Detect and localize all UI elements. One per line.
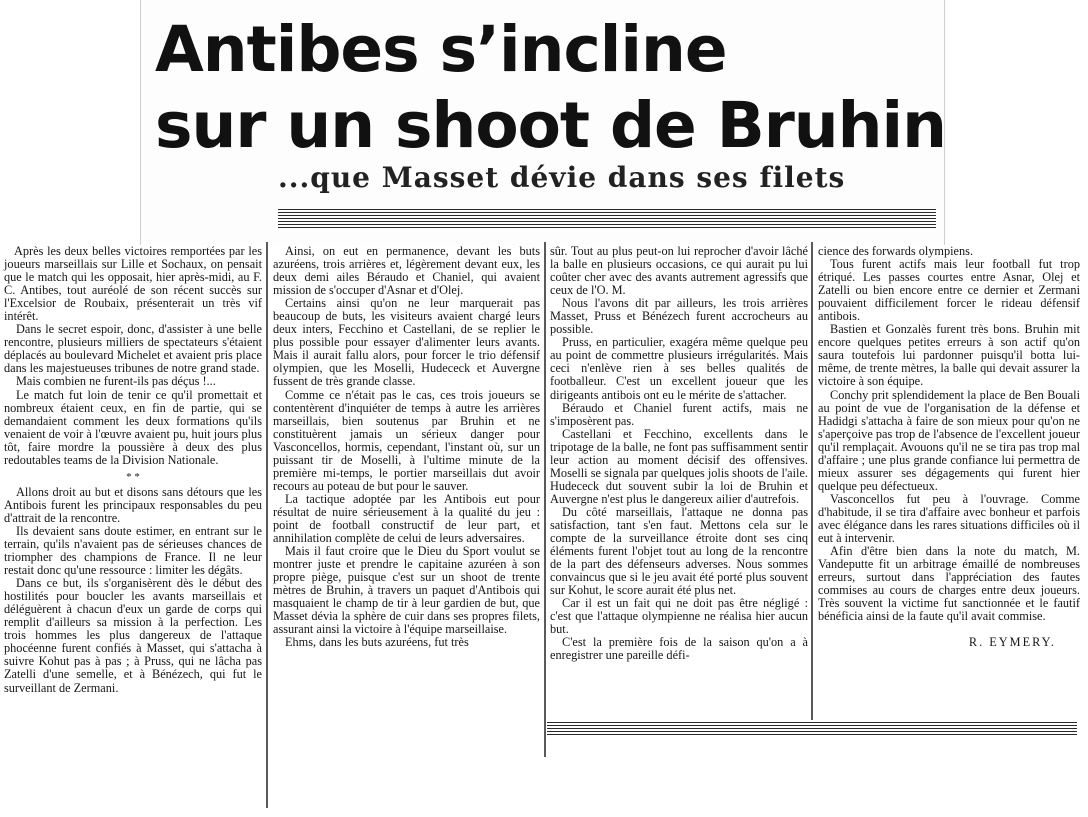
- author-signature: R. EYMERY.: [968, 635, 1056, 650]
- paragraph: sûr. Tout au plus peut-on lui reprocher d'avoir lâché la balle en plusieurs occasions, ce qui aurait pu lui coûter cher avec des avants autrement agressifs que ceux de l'O. M.: [550, 244, 808, 298]
- headline-hatched-rule: [278, 209, 936, 229]
- paragraph: Allons droit au but et disons sans détours que les Antibois furent les principaux responsables du peu d'attrait de la rencontre.: [4, 484, 262, 525]
- paragraph: Ehms, dans les buts azuréens, fut très: [285, 635, 469, 650]
- paragraph: Mais combien ne furent-ils pas déçus !...: [16, 374, 216, 389]
- paragraph: Le match fut loin de tenir ce qu'il promettait et nombreux étaient ceux, en fin de partie, qui se demandaient comment les deux formations qu'ils venaient de voir à l'œuvre avaient pu, huit jours plus tôt, faire mordre la poussière à deux des plus redoutables teams de la Division Nationale.: [4, 387, 262, 467]
- paragraph: Dans le secret espoir, donc, d'assister à une belle rencontre, plusieurs milliers de spectateurs s'étaient déplacés au boulevard Michelet et avaient pris place dans les majestueuses tribunes de notre grand stade.: [4, 322, 262, 376]
- article-column-1: [4, 245, 262, 695]
- paragraph: Castellani et Fecchino, excellents dans le tripotage de la balle, ne font pas suffisamment sentir leur action au moment décisif des offensives. Moselli se signala par quelques jolis shoots de l'aile. Hudececk dut souvent subir la loi de Bruhin et Auvergne n'est plus le dangereux ailier d'autrefois.: [550, 426, 808, 506]
- headline-line-1: Antibes s’incline: [155, 13, 727, 86]
- paragraph: Conchy prit splendidement la place de Ben Bouali au point de vue de l'organisation de la défense et Hadidgi s'attacha à faire de son mieux pour qu'on ne s'aperçoive pas trop de l'absence de l'excellent joueur qu'il remplaçait. Avouons qu'il ne se tira pas trop mal d'affaire ; une plus grande confiance lui permettra de mieux assurer ses dégagements qui furent hier quelque peu défectueux.: [818, 387, 1080, 493]
- paragraph: Du côté marseillais, l'attaque ne donna pas satisfaction, tant s'en faut. Mettons cela sur le compte de la surveillance étroite dont ses cinq éléments furent l'objet tout au long de la rencontre de la part des défenseurs adverses. Nous sommes convaincus que si le jeu avait été porté plus souvent sur Kohut, le score aurait été plus net.: [550, 504, 808, 598]
- paragraph: Ils devaient sans doute estimer, en entrant sur le terrain, qu'ils n'avaient pas de sérieuses chances de triompher des champions de France. Il ne leur restait donc qu'une ressource : limiter les dégâts.: [4, 523, 262, 578]
- paragraph: La tactique adoptée par les Antibois eut pour résultat de nuire sérieusement à la qualité du jeu : point de football constructif de leur part, et annihilation complète de celui de leurs adversaires.: [273, 491, 540, 546]
- paragraph: Béraudo et Chaniel furent actifs, mais ne s'imposèrent pas.: [550, 400, 808, 428]
- article-column-3: [550, 245, 808, 663]
- column-divider: [544, 242, 546, 757]
- subtitle: ...que Masset dévie dans ses filets: [278, 161, 846, 194]
- column-divider: [811, 242, 813, 720]
- paragraph: Nous l'avons dit par ailleurs, les trois arrières Masset, Pruss et Bénézech furent accrocheurs au possible.: [550, 296, 808, 337]
- paragraph: Certains ainsi qu'on ne leur marquerait pas beaucoup de buts, les visiteurs avaient chargé leurs deux inters, Fecchino et Castellani, de se replier le plus possible pour essayer d'alimenter leurs avants. Mais il aurait fallu alors, pour forcer le trio défensif olympien, que les Moselli, Hudececk et Auvergne fussent de très grande classe.: [273, 296, 540, 389]
- column-divider: [266, 242, 268, 808]
- paragraph: Comme ce n'était pas le cas, ces trois joueurs se contentèrent d'inquiéter de temps à autre les arrières marseillais, bien soutenus par Bruhin et ne constituèrent jamais un sérieux danger pour Vasconcellos, hormis, cependant, l'instant où, sur un puissant tir de Moselli, à l'ultime minute de la première mi-temps, le portier marseillais dut avoir recours au poteau de but pour le sauver.: [273, 387, 540, 493]
- article-column-4: [818, 245, 1080, 649]
- paragraph: Vasconcellos fut peu à l'ouvrage. Comme d'habitude, il se tira d'affaire avec bonheur et parfois avec élégance dans les rares situations difficiles où il eut à intervenir.: [818, 491, 1080, 546]
- paragraph: Bastien et Gonzalès furent très bons. Bruhin mit encore quelques petites erreurs à son actif qu'on saura toutefois lui pardonner puisqu'il botta lui-même, de trente mètres, la balle qui devait assurer la victoire à son équipe.: [818, 322, 1080, 389]
- paragraph: Après les deux belles victoires remportées par les joueurs marseillais sur Lille et Sochaux, on pensait que le match qui les opposait, hier après-midi, au F. C. Antibes, tout auréolé de son récent succès sur l'Excelsior de Roubaix, présenterait un très vif intérêt.: [4, 244, 262, 324]
- section-separator-stars: * *: [126, 470, 140, 483]
- paragraph: Dans ce but, ils s'organisèrent dès le début des hostilités pour boucler les avants marseillais et déléguèrent à chacun d'eux un garde de corps qui remplit d'ailleurs sa mission à la perfection. Les trois hommes les plus dangereux de l'attaque phocéenne furent confiés à Masset, qui s'attacha à suivre Kohut pas à pas ; à Pruss, qui ne lâcha pas Zatelli d'une semelle, et à Bénézech, qui fut le surveillant de Zermani.: [4, 576, 262, 695]
- paragraph: Mais il faut croire que le Dieu du Sport voulut se montrer juste et prendre le capitaine azuréen à son propre piège, puisque c'est sur un shoot de trente mètres de Bruhin, à travers un paquet d'Antibois qui masquaient le champ de tir à leur gardien de but, que Masset dévia la sphère de cuir dans ses propres filets, assurant ainsi la victoire à l'équipe marseillaise.: [273, 544, 540, 637]
- paragraph: Car il est un fait qui ne doit pas être négligé : c'est que l'attaque olympienne ne réalisa hier aucun but.: [550, 596, 808, 637]
- paragraph: Ainsi, on eut en permanence, devant les buts azuréens, trois arrières et, légèrement devant eux, les deux demi ailes Béraudo et Chaniel, qui avaient mission de s'occuper d'Asnar et d'Olej.: [273, 244, 540, 298]
- paragraph: Afin d'être bien dans la note du match, M. Vandeputte fit un arbitrage émaillé de nombreuses erreurs, surtout dans l'appréciation des fautes commises au cours de charges entre deux joueurs. Très souvent la victime fut sanctionnée et le fautif bénéficia ainsi de la faute qu'il avait commise.: [818, 544, 1080, 624]
- paragraph: cience des forwards olympiens.: [818, 244, 974, 258]
- paragraph: Tous furent actifs mais leur football fut trop étriqué. Les passes courtes entre Asnar, Olej et Zatelli ou bien encore entre ce dernier et Zermani pouvaient difficilement forcer le rideau défensif antibois.: [818, 257, 1080, 324]
- article-end-hatched-rule: [547, 722, 1077, 736]
- paragraph: C'est la première fois de la saison qu'on a à enregistrer une pareille défi-: [550, 635, 808, 663]
- article-column-2: [273, 245, 540, 649]
- headline-line-2: sur un shoot de Bruhin: [155, 89, 946, 162]
- paragraph: Pruss, en particulier, exagéra même quelque peu au point de commettre plusieurs irrégularités. Mais ceci n'enlève rien à ses belles qualités de footballeur. C'est un excellent joueur que les dirigeants antibois ont eu le mérite de s'attacher.: [550, 335, 808, 402]
